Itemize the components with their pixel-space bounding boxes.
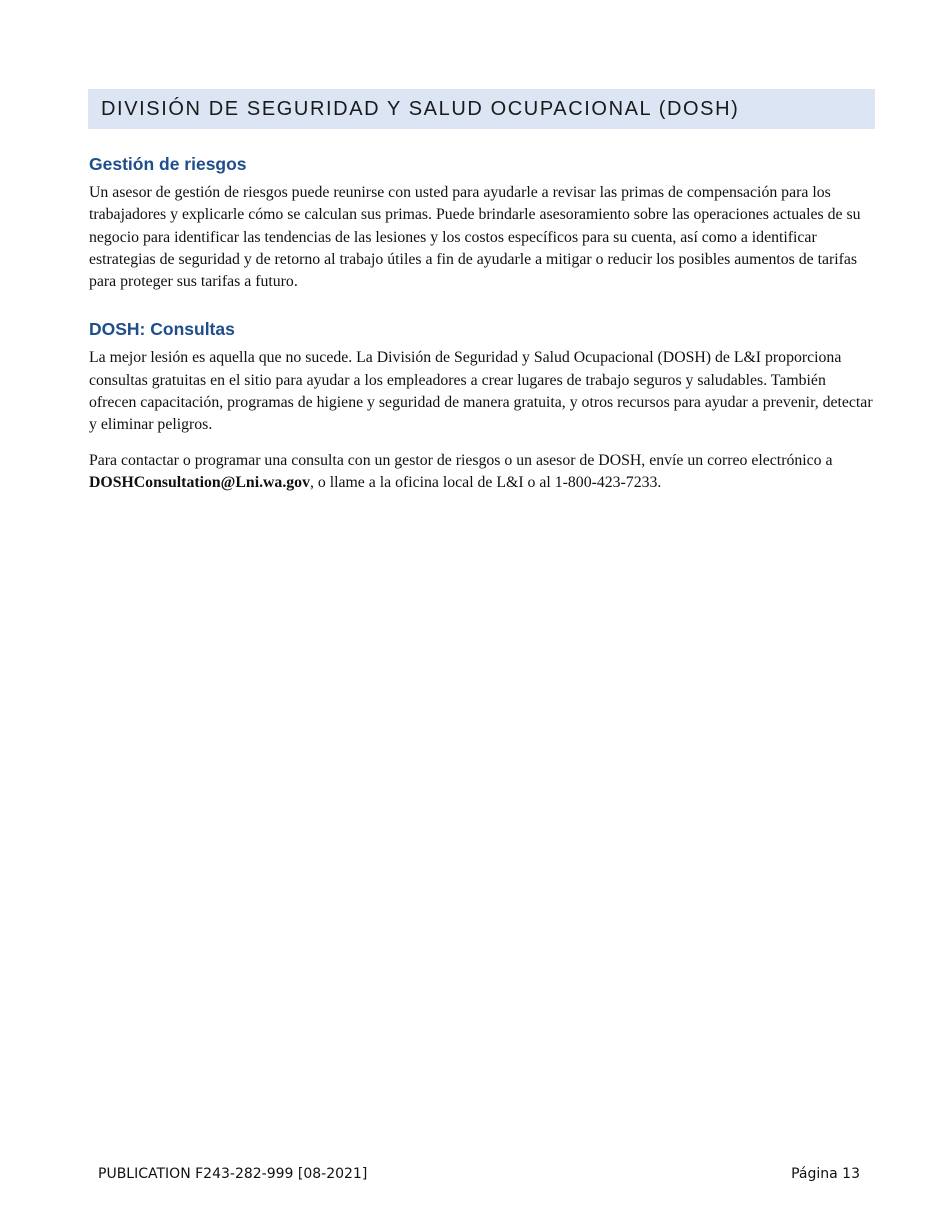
contact-lead-text: Para contactar o programar una consulta con un gestor de riesgos o un asesor de DOSH, envíe un correo electrónico a [89,451,833,469]
footer-publication-id: PUBLICATION F243-282-999 [08-2021] [98,1166,368,1182]
section-heading-risk-management: Gestión de riesgos [89,154,247,174]
contact-tail-text: , o llame a la oficina local de L&I o al 1-800-423-7233. [309,473,662,491]
document-body [89,152,873,494]
footer-page-number: Página 13 [791,1166,860,1182]
contact-paragraph [89,450,873,495]
dosh-consultations-paragraph: La mejor lesión es aquella que no sucede. La División de Seguridad y Salud Ocupacional (DOSH) de L&I proporciona consultas gratuitas en el sitio para ayudar a los empleadores a crear lugares de trabajo seguros y saludables. También ofrecen capacitación, programas de higiene y seguridad de manera gratuita, y otros recursos para ayudar a prevenir, detectar y eliminar peligros. [89,349,873,434]
risk-management-section [89,152,873,293]
page-footer [98,1164,860,1184]
contact-email-link[interactable]: DOSHConsultation@Lni.wa.gov [89,473,310,491]
section-banner-title: DIVISIÓN DE SEGURIDAD Y SALUD OCUPACIONAL (DOSH) [88,89,875,129]
dosh-consultations-section [89,317,873,494]
risk-management-paragraph: Un asesor de gestión de riesgos puede reunirse con usted para ayudarle a revisar las primas de compensación para los trabajadores y explicarle cómo se calculan sus primas. Puede brindarle asesoramiento sobre las operaciones actuales de su negocio para identificar las tendencias de las lesiones y los costos específicos para su cuenta, así como a identificar estrategias de seguridad y de retorno al trabajo útiles a fin de ayudarle a mitigar o reducir los posibles aumentos de tarifas para proteger sus tarifas a futuro. [89,184,861,291]
section-heading-dosh-consultations: DOSH: Consultas [89,319,235,340]
